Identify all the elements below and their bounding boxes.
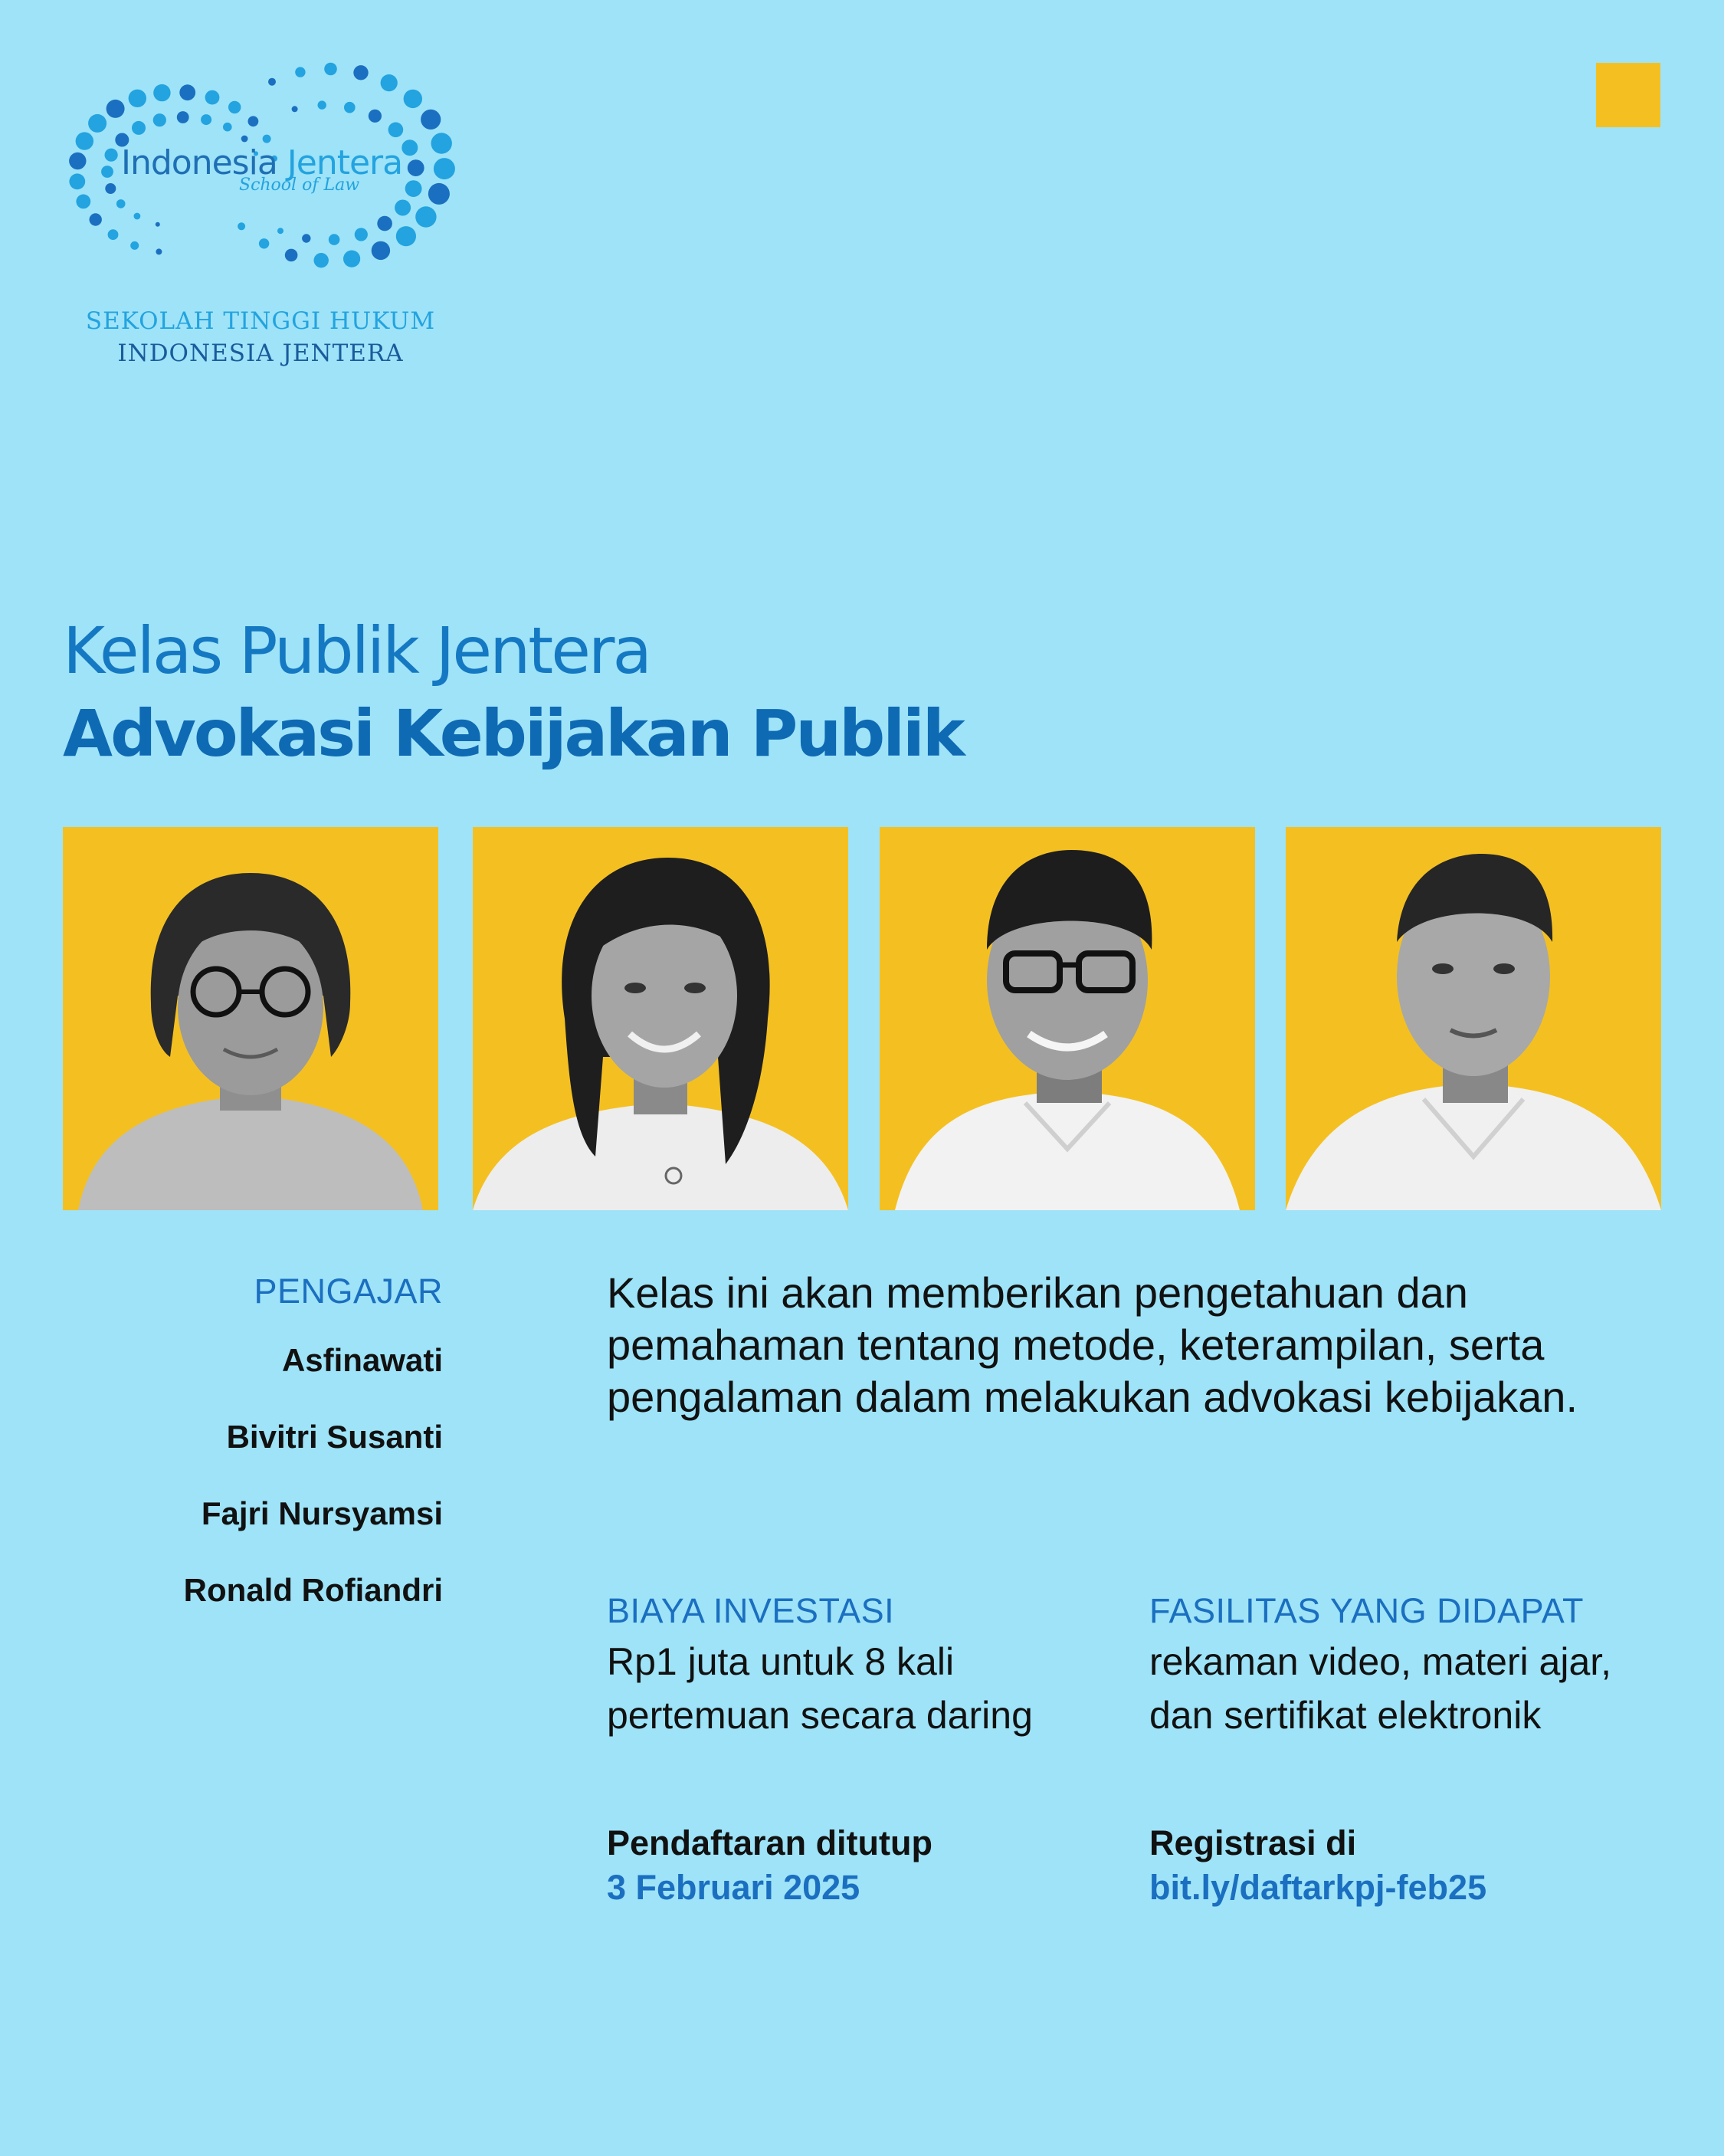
logo-dot [241, 136, 248, 143]
instructor-photo-fajri-nursyamsi [880, 827, 1255, 1210]
logo-wordmark-jentera: Jentera [287, 143, 403, 182]
logo-dot [381, 74, 398, 91]
logo-dot [388, 123, 404, 138]
corner-accent-square [1596, 63, 1660, 127]
logo-wordmark-indonesia: Indonesia [121, 143, 277, 182]
logo-dot [129, 90, 146, 107]
registration-link[interactable]: bit.ly/daftarkpj-feb25 [1149, 1868, 1487, 1907]
logo-dot [277, 228, 284, 234]
page-title: Advokasi Kebijakan Publik [63, 696, 963, 771]
logo-dot [318, 100, 326, 109]
logo-dot [285, 249, 298, 262]
logo-dot [372, 241, 390, 260]
logo-caption-line1: SEKOLAH TINGGI HUKUM [85, 307, 436, 335]
logo-dot [153, 113, 166, 126]
logo-dot [88, 114, 107, 133]
logo-dot [69, 153, 86, 169]
logo-dot [344, 102, 356, 113]
logo-dot [259, 238, 269, 248]
course-description: Kelas ini akan memberikan pengetahuan dan pemahaman tentang metode, keterampilan, serta pengalaman dalam melakukan advokasi kebijakan. [607, 1268, 1578, 1421]
logo-dot [402, 139, 418, 156]
registration-label: Registrasi di [1149, 1823, 1357, 1862]
logo-dot [395, 200, 411, 216]
logo-dot [343, 251, 360, 267]
logo-dot [76, 132, 93, 149]
instructor-photo-bivitri-susanti [473, 827, 848, 1210]
logo-tagline: School of Law [239, 176, 360, 195]
logo-caption-line2: INDONESIA JENTERA [117, 340, 404, 367]
logo-dot [329, 234, 340, 245]
fee-label: BIAYA INVESTASI [607, 1591, 895, 1630]
logo-dot [228, 101, 241, 113]
logo-dot [205, 90, 220, 105]
instructor-name-bivitri-susanti: Bivitri Susanti [226, 1419, 443, 1455]
logo-dot [408, 159, 424, 176]
instructors-heading: PENGAJAR [254, 1272, 443, 1311]
logo-dot [415, 206, 436, 227]
logo-dot [353, 65, 368, 80]
logo-dot [90, 213, 102, 225]
logo-dot [268, 78, 276, 86]
logo-dot [156, 222, 160, 227]
logo-dot [105, 149, 118, 162]
logo-dot [177, 111, 189, 123]
instructor-name-ronald-rofiandri: Ronald Rofiandri [183, 1572, 443, 1608]
logo-dot [421, 110, 441, 130]
logo-dot [116, 199, 126, 208]
logo-dot [223, 123, 232, 132]
logo-dot [377, 216, 392, 231]
logo-dot [179, 84, 195, 100]
logo-dot [76, 195, 90, 209]
logo-dot [130, 241, 139, 250]
school-logo [61, 57, 460, 379]
logo-dot [69, 173, 85, 189]
logo-dot [101, 166, 113, 178]
logo-dot [105, 183, 116, 194]
logo-dot [434, 158, 455, 179]
registration-deadline-label: Pendaftaran ditutup [607, 1823, 932, 1862]
instructor-name-asfinawati: Asfinawati [281, 1342, 443, 1378]
logo-dot [201, 114, 211, 125]
logo-dot [107, 100, 125, 118]
logo-dot [248, 116, 259, 126]
facilities-label: FASILITAS YANG DIDAPAT [1149, 1591, 1584, 1630]
instructor-photo-asfinawati [63, 827, 438, 1210]
logo-dot [428, 183, 450, 205]
logo-dot [324, 63, 337, 76]
logo-dot [156, 248, 162, 254]
registration-deadline-date: 3 Februari 2025 [607, 1868, 860, 1907]
page-subtitle: Kelas Publik Jentera [63, 613, 650, 688]
logo-dot [431, 133, 452, 153]
logo-dot [405, 180, 422, 197]
logo-dot [132, 121, 146, 135]
instructors-list [61, 1271, 443, 1646]
logo-dot [404, 90, 422, 108]
logo-dot [134, 213, 141, 220]
logo-dot [153, 84, 170, 101]
logo-dot [295, 67, 305, 77]
logo-dot [108, 229, 119, 240]
logo-dot [238, 222, 245, 230]
logo-dot [396, 226, 416, 246]
logo-dot [369, 110, 382, 123]
facilities-text: rekaman video, materi ajar, dan sertifikat elektronik [1149, 1640, 1612, 1737]
logo-dot [314, 253, 329, 267]
instructor-name-fajri-nursyamsi: Fajri Nursyamsi [201, 1495, 443, 1531]
logo-dot [292, 106, 298, 112]
logo-dot [355, 228, 368, 241]
instructor-photo-ronald-rofiandri [1286, 827, 1661, 1210]
logo-dot [302, 234, 310, 242]
fee-text: Rp1 juta untuk 8 kali pertemuan secara daring [607, 1640, 1033, 1737]
logo-dot [263, 135, 271, 143]
